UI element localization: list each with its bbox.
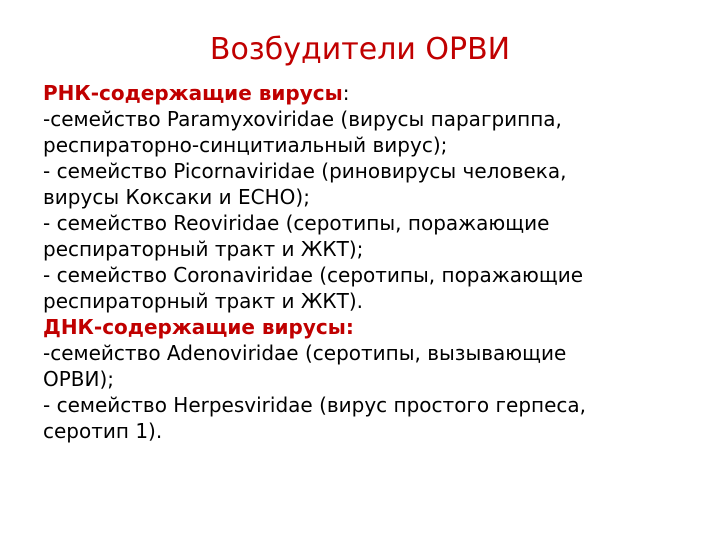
body-line: вирусы Коксаки и ЕСНО);	[43, 185, 310, 209]
section-heading-rna	[43, 80, 703, 106]
body-line: - семейство Coronaviridae (серотипы, поражающие	[43, 263, 584, 287]
body-line: респираторный тракт и ЖКТ);	[43, 237, 364, 261]
body-line: серотип 1).	[43, 419, 163, 443]
rna-heading-colon: :	[342, 81, 350, 105]
slide-title: Возбудители ОРВИ	[209, 32, 511, 67]
body-line: - семейство Reoviridae (серотипы, поражающие	[43, 211, 550, 235]
body-line: - семейство Picornaviridae (риновирусы человека,	[43, 159, 567, 183]
body-line: -семейство Adenoviridae (серотипы, вызывающие	[43, 341, 567, 365]
body-line: - семейство Herpesviridae (вирус простого герпеса,	[43, 393, 587, 417]
rna-heading-label: РНК-содержащие вирусы	[43, 81, 343, 105]
body-line: ОРВИ);	[43, 367, 115, 391]
body-line: респираторно-синцитиальный вирус);	[43, 133, 448, 157]
section-heading-dna: ДНК-содержащие вирусы:	[43, 315, 354, 339]
body-line: респираторный тракт и ЖКТ).	[43, 289, 363, 313]
body-line: -семейство Paramyxoviridae (вирусы парагриппа,	[43, 107, 562, 131]
slide-body	[43, 80, 703, 444]
